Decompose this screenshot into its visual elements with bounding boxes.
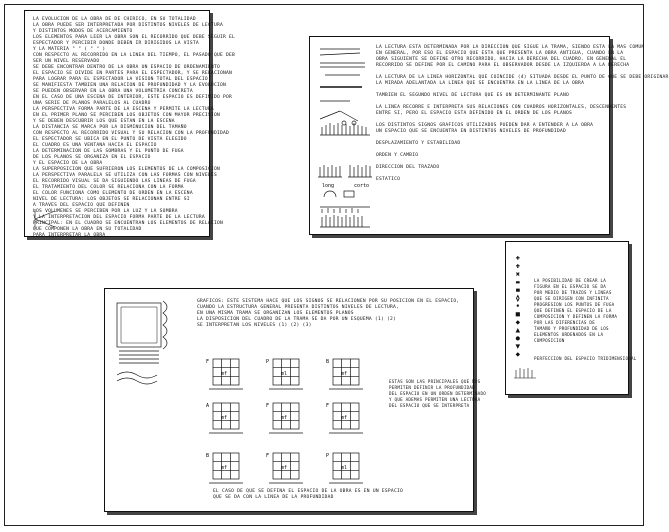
svg-text:◆: ◆	[516, 319, 520, 326]
cube-cell-label: mf	[281, 415, 288, 421]
sheet-4-side-line: PERMITEN DEFINIR LA PROFUNDIDAD	[389, 385, 475, 390]
sheet-1-line: QUE COMPONEN LA OBRA EN SU TOTALIDAD	[33, 227, 142, 232]
label-long: long	[322, 183, 335, 189]
cube-cell-label: ml	[341, 465, 348, 471]
sheet-1-line: Y LA INTERPRETACION DEL ESPACIO FORMA PARTE DE LA LECTURA	[33, 215, 205, 220]
sheet-1-line: Y EL ESPACIO DE LA OBRA	[33, 161, 103, 166]
note-text-block-3	[534, 278, 637, 362]
sheet-3-line: COMPOSICION	[534, 338, 565, 343]
svg-text:■: ■	[516, 311, 520, 318]
svg-text:◆: ◆	[516, 351, 520, 358]
note-sheet-4	[104, 288, 486, 512]
sheet-1-line: LA OBRA PUEDE SER INTERPRETADA POR DISTINTOS NIVELES DE LECTURA	[33, 23, 223, 28]
sheet-2-line: LA LECTURA ESTA DETERMINADA POR LA DIRECCION QUE SIGUE LA TRAMA, SIENDO ESTA LA MAS COMUN	[376, 45, 645, 50]
cube-edge-label: P	[266, 359, 270, 365]
sheet-1-line: LA EVOLUCION DE LA OBRA DE DE CHIRICO, EN SU TOTALIDAD	[33, 17, 196, 22]
sheet-1-line: LA SUPERPOSICION QUE SUFRIERON LOS ELEMENTOS DE LA COMPOSICION	[33, 167, 220, 172]
note-text-block-4	[197, 299, 467, 329]
sheet-1-line: SE DEBE ENCONTRAR DENTRO DE LA OBRA UN ESPACIO DE ORDENAMIENTO	[33, 65, 220, 70]
sheet-1-line: NIVEL DE LECTURA: LOS OBJETOS SE RELACIONAN ENTRE SI	[33, 197, 190, 202]
sheet-2-line: DIRECCION DEL TRAZADO	[376, 165, 440, 170]
sheet-1-line: LA PERSPECTIVA PARALELA SE UTILIZA CON LAS FORMAS CON NIVELES	[33, 173, 217, 178]
sheet-1-line: EN EL CASO DE UNA ESCENA DE INTERIOR, ESTE ESPACIO ES DEFINIDO POR	[33, 95, 233, 100]
sheet-1-line: LA PERSPECTIVA FORMA PARTE DE LA ESCENA Y PERMITE LA LECTURA	[33, 107, 214, 112]
sheet-1-line: ESPECTADOR Y PERCIBIR DONDE DEBEN IR DIRIGIDOS LA VISTA	[33, 41, 199, 46]
sheet-1-line: A TRAVES DEL ESPACIO QUE DEFINEN	[33, 203, 130, 208]
sheet-1-line: SE PUEDEN OBSERVAR EN LA OBRA UNA VOLUMETRIA CONCRETA	[33, 89, 193, 94]
sheet-2-line: LOS DISTINTOS SIGNOS GRAFICOS UTILIZADOS PUEDEN DAR A ENTENDER A LA OBRA	[376, 123, 594, 128]
svg-text:▼: ▼	[516, 343, 520, 350]
sheet-4-side-line: DEL ESPACIO EN UN ORDEN DETERMINADO	[389, 391, 486, 396]
note-text-block-2	[376, 45, 669, 183]
sheet-1-line: LOS ELEMENTOS PARA LEER LA OBRA SON EL RECORRIDO QUE DEBE SEGUIR EL	[33, 35, 236, 40]
cube-cell-label: mf	[281, 465, 288, 471]
svg-text:▲: ▲	[516, 327, 520, 334]
cube-cell-label: mf	[341, 415, 348, 421]
svg-text:÷: ÷	[516, 263, 520, 270]
sheet-4-line: EN UNA MISMA TRAMA SE ORGANIZAN LOS ELEMENTOS PLANOS	[197, 311, 354, 316]
cube-cell-label: ml	[281, 371, 288, 377]
sheet-1-line: EL RECORRIDO VISUAL SE DA SIGUIENDO LAS LINEAS DE FUGA	[33, 179, 196, 184]
sheet-1-line: Y DISTINTOS MODOS DE ACERCAMIENTO	[33, 29, 133, 34]
cube-edge-label: B	[206, 453, 210, 459]
sheet-2-line: ORDEN Y CAMBIO	[376, 153, 419, 158]
sheet-2-line: LA LINEA RECORRE E INTERPRETA SUS RELACIONES CON CUADROS HORIZONTALES, DESCENDENTES	[376, 105, 627, 110]
sheet-1-line: CON RESPECTO AL RECORRIDO EN LA LINEA DEL TIEMPO, EL PASADO QUE DEB	[33, 53, 236, 58]
sheet-4-line: SE INTERPRETAN LOS NIVELES (1) (2) (3)	[197, 323, 312, 328]
sheet-3-line: TAMAÑO Y PROFUNDIDAD DE LOS	[534, 326, 609, 331]
svg-text:≡: ≡	[516, 287, 520, 294]
cube-edge-label: F	[266, 403, 270, 409]
sheet-4-line: CUANDO LA ESTRUCTURA GENERAL PRESENTA DISTINTOS NIVELES DE LECTURA,	[197, 305, 400, 310]
sheet-3-line: QUE SE DIRIGEN CON INFINITA	[534, 296, 609, 301]
sheet-4-side-line: Y QUE ADEMAS PERMITEN UNA LECTURA	[389, 397, 481, 402]
sheet-2-line: ENTRE SI, PERO EL ESPACIO ESTA DEFINIDO EN EL ORDEN DE LOS PLANOS	[376, 111, 573, 116]
sheet-3-line: COMPOSICION Y DEFINEN LA FORMA	[534, 314, 618, 319]
cube-edge-label: F	[206, 359, 210, 365]
sheet-2-line: EN GENERAL, POR ESO EL ESPACIO QUE ESTA QUE PRESENTA LA OBRA ANTIGUA, CUANDO EN LA	[376, 51, 624, 56]
note-sheet-2	[309, 36, 669, 235]
cube-edge-label: F	[326, 403, 330, 409]
sheet-1-line: LA DETERMINACION DE LAS SOMBRAS Y EL PUNTO DE FUGA	[33, 149, 184, 154]
note-sheet-3	[505, 241, 637, 395]
note-footer-4	[213, 489, 463, 501]
sheet-1-line: EN EL PRIMER PLANO SE PERCIBEN LOS OBJETOS CON MAYOR PRECISION	[33, 113, 220, 118]
sheet-1-line: EL CUADRO ES UNA VENTANA HACIA EL ESPACIO	[33, 143, 157, 148]
sheet-1-line: Y LA MATERIA " " ( " " )	[33, 47, 106, 52]
sheet-1-line: EL TRATAMIENTO DEL COLOR SE RELACIONA CON LA FORMA	[33, 185, 184, 190]
sheet-2-line: OBRA SIGUIENTE SE DEFINE OTRO RECORRIDO, HACIA LA DERECHA DEL CUADRO. EN GENERAL EL	[376, 57, 627, 62]
sheet-3-line: ELEMENTOS ORDENADOS EN LA	[534, 332, 604, 337]
footer-line-2: QUE SE DA CON LA LINEA DE LA PROFUNDIDAD	[213, 495, 334, 500]
sheet-2-line: DESPLAZAMIENTO Y ESTABILIDAD	[376, 141, 461, 146]
sheet-3-line: QUE DEFINEN EL ESPACIO DE LA	[534, 308, 612, 313]
sheet-1-line: PARA LOGRAR PARA EL ESPECTADOR LA VISION TOTAL DEL ESPACIO	[33, 77, 208, 82]
cube-cell-label: mf	[221, 465, 228, 471]
svg-text:◊: ◊	[516, 295, 520, 302]
sheet-1-line: PARA INTERPRETAR LA OBRA	[33, 233, 106, 238]
sheet-3-line: POR LAS DIFERENCIAS DE	[534, 320, 595, 325]
sheet-3-line: PERFECCION DEL ESPACIO TRIDIMENSIONAL	[534, 356, 637, 361]
cube-cell-label: mf	[341, 371, 348, 377]
sheet-3-line: LA POSIBILIDAD DE CREAR LA	[534, 278, 607, 283]
sheet-1-line: CON RESPECTO AL RECORRIDO VISUAL Y SU RELACION CON LA PROFUNDIDAD	[33, 131, 230, 136]
sheet-1-line: EL ESPECTADOR SE UBICA EN EL PUNTO DE VISTA ELEGIDO	[33, 137, 187, 142]
footer-line-1: EL CASO DE QUE SE DEFINA EL ESPACIO DE LA OBRA ES EN UN ESPACIO	[213, 489, 403, 494]
cube-edge-label: P	[326, 453, 330, 459]
label-corto: corto	[354, 183, 370, 189]
note-side-text-4	[389, 379, 486, 409]
sheet-1-line: EL ESPACIO SE DIVIDE EN PARTES PARA EL ESPECTADOR, Y SE RELACIONAN	[33, 71, 233, 76]
sheet-1-diagram	[25, 11, 236, 238]
sheet-1-line: EL COLOR FUNCIONA COMO ELEMENTO DE ORDEN EN LA ESCENA	[33, 191, 193, 196]
sheet-4-side-line: ESTAS SON LAS PRINCIPALES QUE NOS	[389, 379, 481, 384]
cube-cell-label: mf	[221, 415, 228, 421]
sheet-1-line: SE MANIFIESTA TAMBIEN UNA RELACION DE PROFUNDIDAD Y LA EVOLUCION	[33, 83, 227, 88]
sheet-1-line: LA DISTANCIA SE MARCA POR LA DISMINUCION DEL TAMAÑO	[33, 125, 187, 130]
sheet-1-line: PRINCIPAL: EN EL CUADRO SE ENCUENTRAN LOS ELEMENTOS DE RELACION	[33, 221, 223, 226]
sheet-4-side-line: DEL ESPACIO QUE SE INTERPRETA	[389, 403, 470, 408]
cube-cell-label: mf	[221, 371, 228, 377]
sheet-3-line: POR MEDIO DE TRAZOS Y LINEAS	[534, 290, 612, 295]
svg-text:•: •	[516, 303, 520, 310]
sheet-1-line: UNA SERIE DE PLANOS PARALELOS AL CUADRO	[33, 101, 151, 106]
sheet-1-line: DE LOS PLANOS SE ORGANIZA EN EL ESPACIO	[33, 155, 151, 160]
svg-text:●: ●	[516, 335, 520, 342]
sheet-2-line: LA LECTURA DE LA LINEA HORIZONTAL QUE COINCIDE (4) SITUADA DESDE EL PUNTO DE QUE SE DEBE ORIGINAR	[376, 75, 669, 80]
sheet-2-line: TAMBIEN EL SEGUNDO NIVEL DE LECTURA QUE ES UN DETERMINANTE PLANO	[376, 93, 570, 98]
sheet-2-line: RECORRIDO SE DEFINE POR EL CAMINO PARA EL OBSERVADOR DESDE LA IZQUIERDA A LA DERECHA	[376, 63, 630, 68]
cube-edge-label: A	[206, 403, 210, 409]
note-sheet-1	[24, 10, 236, 238]
sheet-2-line: ESTATICO	[376, 177, 401, 182]
svg-text:+: +	[516, 255, 520, 262]
sheet-4-line: GRAFICOS: ESTE SISTEMA HACE QUE LOS SIGNOS SE RELACIONEN POR SU POSICION EN EL ESPACIO,	[197, 299, 460, 304]
cube-edge-label: B	[326, 359, 330, 365]
svg-text:×: ×	[516, 271, 520, 278]
sheet-2-line: LA MIRADA ADELANTADA LA LINEA QUE SE ENCUENTRA EN LA LINEA DE LA OBRA	[376, 81, 585, 86]
sheet-1-line: SER UN NIVEL RESERVADO	[33, 59, 100, 64]
sheet-3-line: PROGRESION LOS PUNTOS DE FUGA	[534, 302, 615, 307]
sheet-2-line: UN ESPACIO QUE SE ENCUENTRA EN DISTINTOS NIVELES DE PROFUNDIDAD	[376, 129, 566, 134]
sheet-4-line: LA DISPOSICION DEL CUADRO DE LA TRAMA SE DA POR UN ESQUEMA (1) (2)	[197, 317, 397, 322]
sheet-3-line: FIGURA EN EL ESPACIO SE DA	[534, 284, 607, 289]
sheet-1-line: LOS VOLUMENES SE PERCIBEN POR LA LUZ Y LA SOMBRA	[33, 209, 178, 214]
svg-text:=: =	[516, 279, 520, 286]
cube-edge-label: F	[266, 453, 270, 459]
sheet-1-line: Y SE DEBEN DESCUBRIR LOS QUE ESTAN EN LA ESCENA	[33, 119, 175, 124]
